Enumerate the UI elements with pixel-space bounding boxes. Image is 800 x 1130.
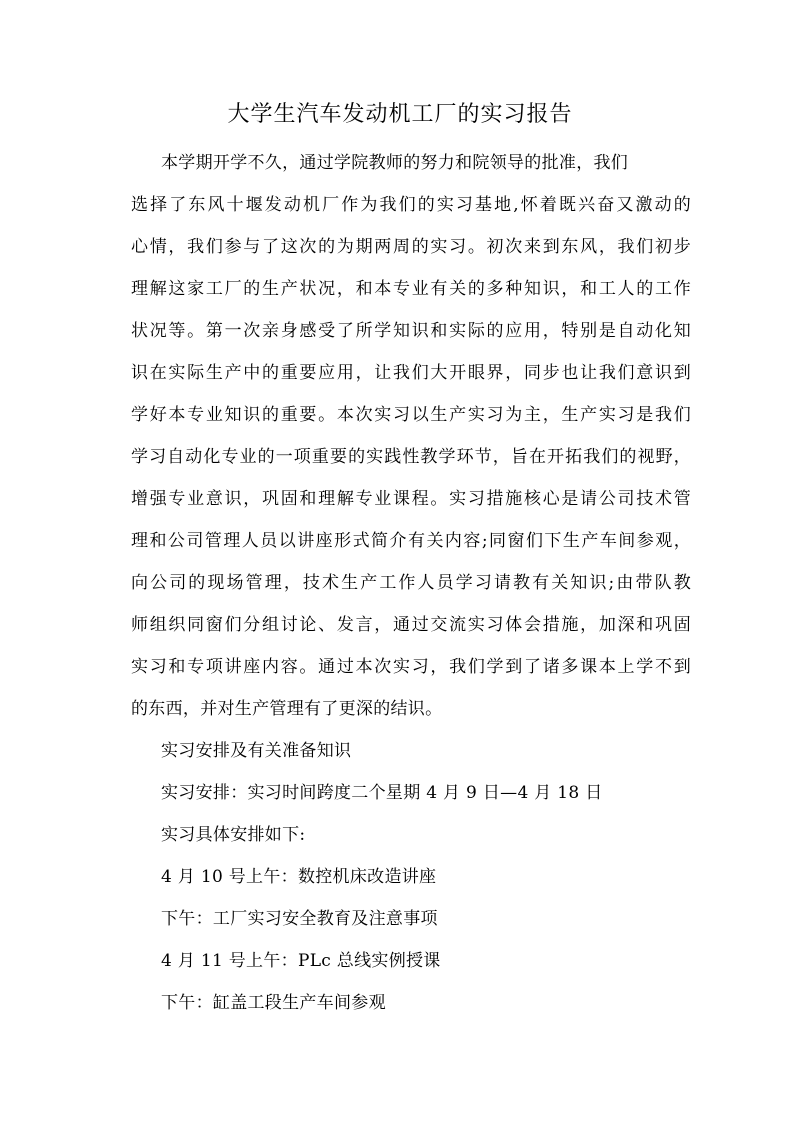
paragraph-line: 本学期开学不久，通过学院教师的努力和院领导的批准，我们 bbox=[161, 153, 629, 173]
paragraph-line: 师组织同窗们分组讨论、发言，通过交流实习体会措施，加深和巩固 bbox=[131, 615, 691, 635]
paragraph-line: 实习和专项讲座内容。通过本次实习，我们学到了诸多课本上学不到 bbox=[131, 657, 691, 677]
document-title: 大学生汽车发动机工厂的实习报告 bbox=[227, 102, 573, 127]
section-heading: 实习安排及有关准备知识 bbox=[161, 741, 352, 761]
paragraph-line: 学习自动化专业的一项重要的实践性教学环节，旨在开拓我们的视野， bbox=[131, 447, 691, 467]
paragraph-line: 心情，我们参与了这次的为期两周的实习。初次来到东风，我们初步 bbox=[131, 237, 691, 257]
schedule-intro: 实习具体安排如下: bbox=[161, 825, 306, 845]
paragraph-line: 选择了东风十堰发动机厂作为我们的实习基地,怀着既兴奋又激动的 bbox=[131, 195, 691, 215]
paragraph-line: 识在实际生产中的重要应用，让我们大开眼界，同步也让我们意识到 bbox=[131, 363, 691, 383]
schedule-item: 下午：工厂实习安全教育及注意事项 bbox=[161, 909, 438, 929]
paragraph-line: 学好本专业知识的重要。本次实习以生产实习为主，生产实习是我们 bbox=[131, 405, 691, 425]
paragraph-line: 增强专业意识，巩固和理解专业课程。实习措施核心是请公司技术管 bbox=[131, 489, 691, 509]
schedule-item: 下午：缸盖工段生产车间参观 bbox=[161, 993, 386, 1013]
paragraph-line: 理解这家工厂的生产状况，和本专业有关的多种知识，和工人的工作 bbox=[131, 279, 691, 299]
paragraph-line: 理和公司管理人员以讲座形式简介有关内容;同窗们下生产车间参观， bbox=[131, 531, 691, 551]
schedule-item: 4 月 10 号上午：数控机床改造讲座 bbox=[161, 867, 437, 887]
schedule-item: 4 月 11 号上午：PLc 总线实例授课 bbox=[161, 951, 441, 971]
paragraph-line: 的东西，并对生产管理有了更深的结识。 bbox=[131, 699, 443, 719]
schedule-line: 实习安排：实习时间跨度二个星期 4 月 9 日—4 月 18 日 bbox=[161, 783, 603, 803]
paragraph-line: 向公司的现场管理，技术生产工作人员学习请教有关知识;由带队教 bbox=[131, 573, 691, 593]
paragraph-line: 状况等。第一次亲身感受了所学知识和实际的应用，特别是自动化知 bbox=[131, 321, 691, 341]
document-body bbox=[131, 142, 691, 1024]
